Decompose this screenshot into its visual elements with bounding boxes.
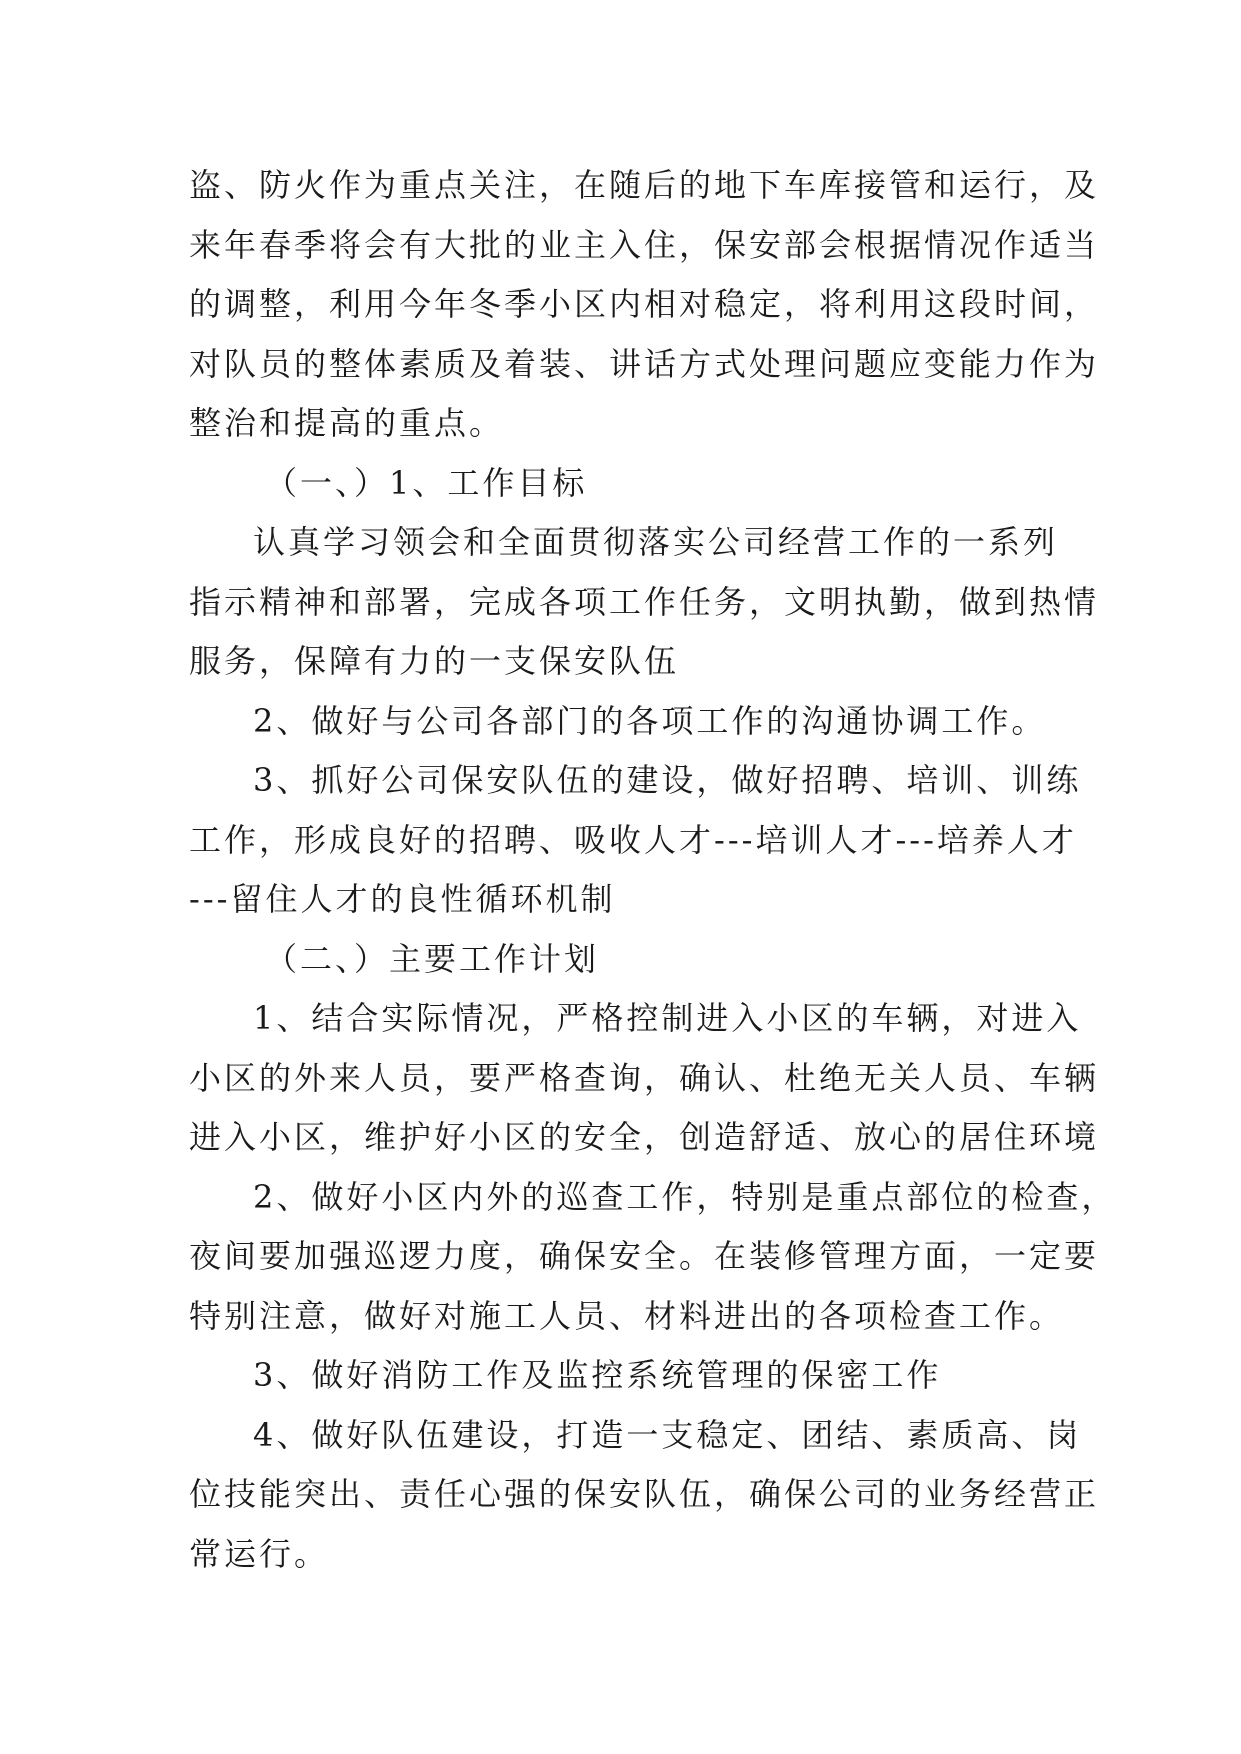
text-line: 位技能突出、责任心强的保安队伍，确保公司的业务经营正 [189, 1475, 1100, 1513]
section-heading: （一、）1、工作目标 [265, 463, 588, 502]
text-line: 常运行。 [189, 1534, 330, 1573]
text-line: 服务，保障有力的一支保安队伍 [189, 642, 680, 680]
text-line: 盗、防火作为重点关注，在随后的地下车库接管和运行，及 [189, 166, 1100, 204]
text-line: 3、做好消防工作及监控系统管理的保密工作 [253, 1356, 942, 1394]
text-line: 4、做好队伍建设，打造一支稳定、团结、素质高、岗 [253, 1415, 1082, 1454]
section-heading: （二、）主要工作计划 [265, 939, 600, 978]
text-line: 小区的外来人员，要严格查询，确认、杜绝无关人员、车辆 [189, 1058, 1100, 1097]
text-line: 2、做好与公司各部门的各项工作的沟通协调工作。 [253, 701, 1047, 740]
text-line: 整治和提高的重点。 [189, 404, 505, 442]
text-line: 特别注意，做好对施工人员、材料进出的各项检查工作。 [189, 1296, 1065, 1335]
text-line: 1、结合实际情况，严格控制进入小区的车辆，对进入 [253, 999, 1082, 1037]
document-body [189, 156, 1117, 1584]
text-line: 工作，形成良好的招聘、吸收人才---培训人才---培养人才 [189, 820, 1077, 859]
text-line: 3、抓好公司保安队伍的建设，做好招聘、培训、训练 [253, 761, 1082, 799]
text-line: 2、做好小区内外的巡查工作，特别是重点部位的检查， [253, 1177, 1117, 1216]
text-line: 认真学习领会和全面贯彻落实公司经营工作的一系列 [253, 523, 1059, 561]
text-line: 来年春季将会有大批的业主入住，保安部会根据情况作适当 [189, 225, 1100, 264]
text-line: 指示精神和部署，完成各项工作任务，文明执勤，做到热情 [189, 582, 1100, 621]
text-line: 的调整，利用今年冬季小区内相对稳定，将利用这段时间， [189, 285, 1100, 323]
text-line: 对队员的整体素质及着装、讲话方式处理问题应变能力作为 [189, 344, 1100, 383]
text-line: ---留住人才的良性循环机制 [189, 880, 616, 918]
text-line: 夜间要加强巡逻力度，确保安全。在装修管理方面，一定要 [189, 1237, 1100, 1275]
text-line: 进入小区，维护好小区的安全，创造舒适、放心的居住环境 [189, 1118, 1100, 1156]
